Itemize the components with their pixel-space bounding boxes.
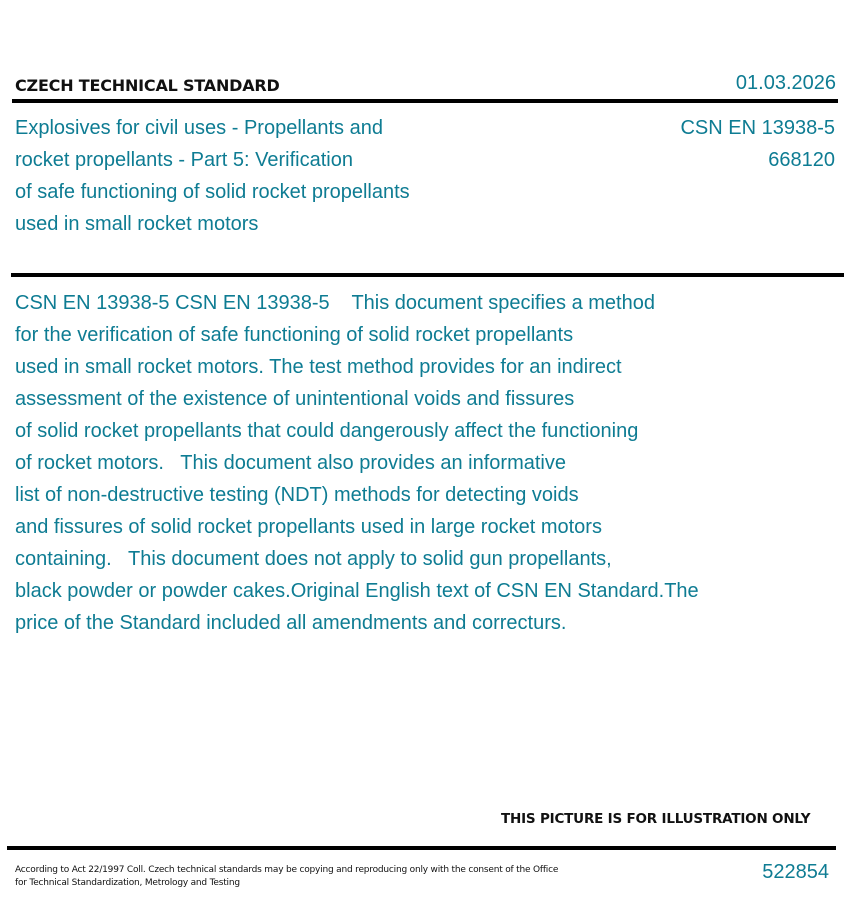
document-title-line: of safe functioning of solid rocket propellants xyxy=(15,181,410,203)
legal-notice-line: for Technical Standardization, Metrology and Testing xyxy=(15,878,240,888)
abstract-line: CSN EN 13938-5 CSN EN 13938-5 This document specifies a method xyxy=(15,292,655,314)
catalog-number: 668120 xyxy=(768,149,835,171)
abstract-line: of rocket motors. This document also provides an informative xyxy=(15,452,566,474)
abstract-line: of solid rocket propellants that could dangerously affect the functioning xyxy=(15,420,639,442)
publication-date: 01.03.2026 xyxy=(735,72,836,94)
document-title-line: used in small rocket motors xyxy=(15,213,259,235)
abstract-text xyxy=(15,287,815,639)
illustration-notice: THIS PICTURE IS FOR ILLUSTRATION ONLY xyxy=(501,811,811,827)
standard-type-heading: CZECH TECHNICAL STANDARD xyxy=(15,76,280,95)
abstract-line: price of the Standard included all amendments and correcturs. xyxy=(15,612,567,634)
document-identifiers xyxy=(680,112,835,176)
abstract-line: and fissures of solid rocket propellants used in large rocket motors xyxy=(15,516,602,538)
legal-notice-line: According to Act 22/1997 Coll. Czech technical standards may be copying and reproducing only with the consent of the Office xyxy=(15,865,559,875)
document-title-line: rocket propellants - Part 5: Verification xyxy=(15,149,353,171)
legal-notice xyxy=(15,864,558,890)
document-title xyxy=(15,112,475,240)
abstract-line: black powder or powder cakes.Original English text of CSN EN Standard.The xyxy=(15,580,699,602)
document-title-line: Explosives for civil uses - Propellants and xyxy=(15,117,383,139)
abstract-line: containing. This document does not apply to solid gun propellants, xyxy=(15,548,612,570)
abstract-line: assessment of the existence of unintentional voids and fissures xyxy=(15,388,575,410)
abstract-line: used in small rocket motors. The test method provides for an indirect xyxy=(15,356,622,378)
abstract-line: for the verification of safe functioning of solid rocket propellants xyxy=(15,324,574,346)
product-number: 522854 xyxy=(762,861,829,883)
abstract-line: list of non-destructive testing (NDT) methods for detecting voids xyxy=(15,484,579,506)
standard-code: CSN EN 13938-5 xyxy=(680,117,835,139)
middle-divider xyxy=(11,273,844,277)
top-divider xyxy=(12,99,838,103)
bottom-divider xyxy=(7,846,836,850)
